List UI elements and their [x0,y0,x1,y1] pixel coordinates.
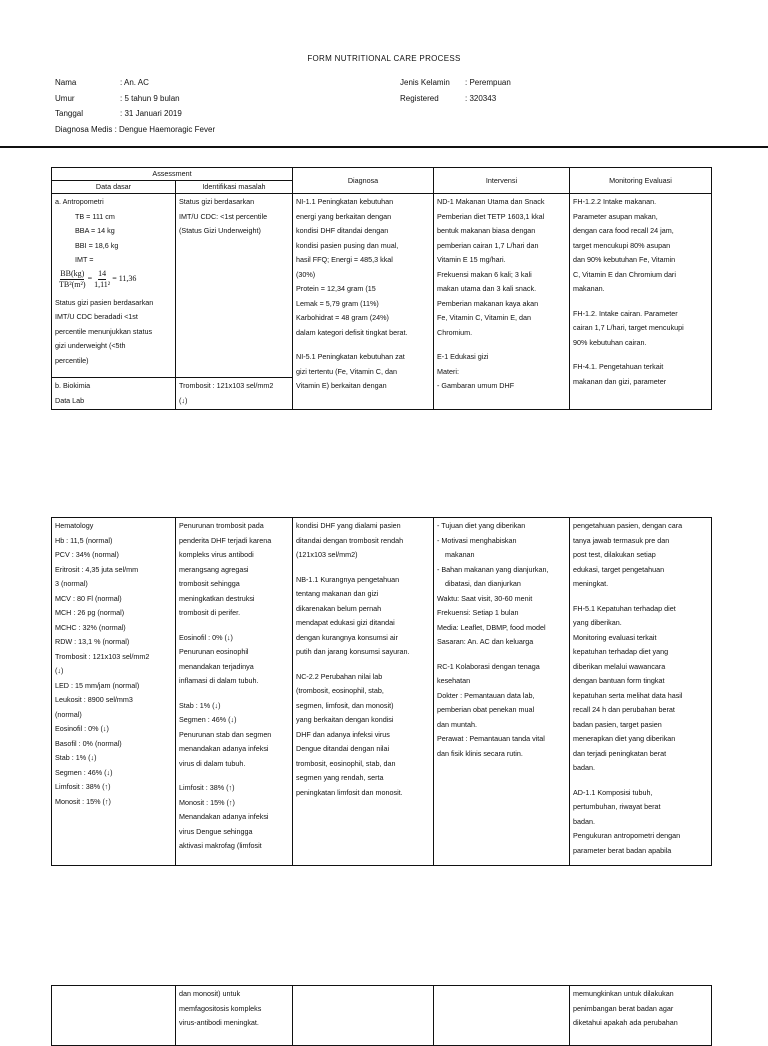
line: pemberian obat penekan mual [437,705,535,714]
line: Trombosit : 121x103 sel/mm2 [55,651,150,661]
line: cairan 1,7 L/hari, target mencukupi [573,323,684,332]
assessment-header: Assessment [52,168,293,181]
line: meningkatkan destruksi [179,593,255,603]
patient-info-left [55,75,215,137]
spacer [296,563,430,573]
formula-denominator: 1,11² [94,279,111,289]
monitoring-continued-cell [570,986,712,1046]
line: a. Antropometri [55,197,104,206]
line: dan monosit) untuk [179,989,241,998]
line: peningkatan limfosit dan monosit. [296,787,403,797]
antropometri-cell [52,194,176,378]
diagnosa-lab-cell [293,518,434,866]
line: (↓) [55,666,64,675]
line: Pengukuran antropometri dengan [573,831,681,840]
line: yang berkaitan dengan kondisi [296,715,394,724]
line: BBA = 14 kg [75,226,115,235]
line: aktivasi makrofag (limfosit [179,841,262,850]
formula-result: = 11,36 [112,273,137,283]
line: pertumbuhan, riwayat berat [573,802,661,811]
monitoring-lab-cell [570,518,712,866]
intervensi-lab-cell [434,518,570,866]
line: gizi tertentu (Fe, Vitamin C, dan [296,366,397,376]
line: dikarenakan belum pernah [296,603,382,613]
line: memungkinkan untuk dilakukan [573,989,674,998]
line: MCH : 26 pg (normal) [55,608,125,617]
line: diberikan melalui wawancara [573,661,666,671]
line: - Bahan makanan yang dianjurkan, [437,564,549,574]
value-tanggal: : 31 Januari 2019 [120,109,182,118]
line: makanan [437,550,475,559]
form-title: FORM NUTRITIONAL CARE PROCESS [307,54,461,63]
line: Menandakan adanya infeksi [179,812,269,821]
line: percentile) [55,355,89,365]
line: Protein = 12,34 gram (15 [296,284,376,293]
empty-cell [293,986,434,1046]
line: Leukosit : 8900 sel/mm3 [55,695,133,704]
line: FH-5.1 Kepatuhan terhadap diet [573,603,676,613]
formula-numerator: BB(kg) [60,268,85,278]
line: Pemberian makanan kaya akan [437,298,539,308]
line: MCV : 80 Fl (normal) [55,593,122,603]
line: tentang makanan dan gizi [296,589,379,598]
line: Vitamin E 15 mg/hari. [437,255,506,264]
header-rule [0,146,768,148]
line: kepatuhan serta melihat data hasil [573,690,683,700]
line: menandakan adanya infeksi [179,744,269,753]
spacer [437,650,566,660]
line: Waktu: Saat visit, 30-60 menit [437,593,533,603]
line: Segmen : 46% (↓) [55,767,113,777]
ncp-table-page2 [51,517,712,866]
line: C, Vitamin E dan Chromium dari [573,269,676,279]
line: (↓) [179,395,188,405]
line: mendapat edukasi gizi ditandai [296,618,395,627]
line: 90% kebutuhan cairan. [573,337,647,347]
line: TB = 111 cm [75,211,115,221]
line: (Status Gizi Underweight) [179,226,261,235]
biokimia-cell [52,378,176,410]
spacer [296,660,430,670]
line: 3 (normal) [55,579,88,588]
line: Eritrosit : 4,35 juta sel/mm [55,564,139,574]
spacer [573,350,708,360]
line: b. Biokimia [55,381,91,390]
line: Dokter : Pemantauan data lab, [437,690,535,700]
line: Limfosit : 38% (↑) [55,782,111,791]
label-registered: Registered [400,93,439,103]
line: AD-1.1 Komposisi tubuh, [573,787,653,797]
line: kondisi DHF yang dialami pasien [296,521,401,530]
patient-info-right [400,75,511,106]
line: dengan bantuan form tingkat [573,676,665,685]
line: virus di dalam tubuh. [179,758,246,768]
line: dengan cara food recall 24 jam, [573,226,674,235]
label-tanggal: Tanggal [55,109,84,118]
spacer [179,771,289,781]
value-registered: : 320343 [465,93,497,103]
line: Basofil : 0% (normal) [55,738,122,748]
line: IMT/U CDC: <1st percentile [179,211,268,221]
line: Perawat : Pemantauan tanda vital [437,734,545,743]
line: Vitamin E) berkaitan dengan [296,381,387,390]
value-nama: : An. AC [120,78,149,87]
line: energi yang berkaitan dengan [296,211,392,221]
imt-formula [57,269,172,290]
line: bentuk makanan biasa dengan [437,226,536,235]
line: MCHC : 32% (normal) [55,622,126,632]
line: (121x103 sel/mm2) [296,550,358,559]
line: pengetahuan pasien, dengan cara [573,521,683,530]
line: FH-1.2.2 Intake makanan. [573,197,657,206]
line: menerapkan diet yang diberikan [573,734,676,743]
line: Lemak = 5,79 gram (11%) [296,298,379,308]
line: (normal) [55,709,82,719]
line: PCV : 34% (normal) [55,550,119,559]
spacer [179,621,289,631]
line: Hb : 11,5 (normal) [55,535,113,545]
line: - Motivasi menghabiskan [437,535,517,545]
line: dan terjadi peningkatan berat [573,748,667,758]
line: virus Dengue sehingga [179,826,253,836]
line: badan. [573,763,595,772]
line: diketahui apakah ada perubahan [573,1018,678,1027]
line: kompleks virus antibodi [179,550,254,559]
label-nama: Nama [55,78,77,87]
line: - Tujuan diet yang diberikan [437,521,526,530]
line: (30%) [296,269,316,279]
line: Frekuensi: Setiap 1 bulan [437,608,519,617]
line: Segmen : 46% (↓) [179,715,237,724]
line: Penurunan eosinophil [179,647,249,656]
spacer [573,592,708,602]
line: virus-antibodi meningkat. [179,1018,259,1027]
line: Limfosit : 38% (↑) [179,783,235,792]
line: dan muntah. [437,719,477,729]
label-umur: Umur [55,93,75,103]
line: Parameter asupan makan, [573,211,658,221]
line: makanan dan gizi, parameter [573,376,667,386]
line: - Gambaran umum DHF [437,381,515,390]
monitoring-header: Monitoring Evaluasi [570,168,712,194]
line: memfagositosis kompleks [179,1003,262,1013]
line: parameter berat badan apabila [573,845,672,855]
line: IMT/U CDC beradadi <1st [55,312,138,321]
line: Penurunan stab dan segmen [179,729,272,739]
line: Materi: [437,366,459,376]
line: dengan kurangnya konsumsi air [296,632,398,642]
line: Sasaran: An. AC dan keluarga [437,637,534,646]
line: Frekuensi makan 6 kali; 3 kali [437,269,532,279]
line: Eosinofil : 0% (↓) [179,632,233,642]
line: tanya jawab termasuk pre dan [573,535,670,545]
line: E-1 Edukasi gizi [437,352,489,361]
line: DHF dan adanya infeksi virus [296,729,390,739]
line: Eosinofil : 0% (↓) [55,724,109,733]
line: makanan. [573,284,605,293]
intervensi-cell [434,194,570,410]
value-diagnosa-medis: : Dengue Haemoragic Fever [114,124,216,134]
line: menandakan terjadinya [179,661,254,671]
line: hasil FFQ; Energi = 485,3 kkal [296,255,393,264]
line: FH-1.2. Intake cairan. Parameter [573,308,678,318]
diagnosa-cell [293,194,434,410]
line: Stab : 1% (↓) [179,700,221,710]
line: Pemberian diet TETP 1603,1 kkal [437,211,545,221]
line: kondisi DHF ditandai dengan [296,226,389,235]
line: RDW : 13,1 % (normal) [55,637,130,646]
line: Fe, Vitamin C, Vitamin E, dan [437,313,532,322]
trombosit-cell [176,378,293,410]
line: RC-1 Kolaborasi dengan tenaga [437,661,540,671]
line: penimbangan berat badan agar [573,1003,674,1013]
line: inflamasi di dalam tubuh. [179,676,259,685]
line: edukasi, target pengetahuan [573,564,665,574]
line: yang diberikan. [573,618,622,627]
line: Monosit : 15% (↑) [55,796,111,806]
line: badan. [573,816,595,826]
line: dan 90% kebutuhan Fe, Vitamin [573,255,676,264]
line: pemberian cairan 1,7 L/hari dan [437,240,539,250]
label-diagnosa-medis: Diagnosa Medis [55,124,113,134]
status-gizi-cell [176,194,293,378]
line: NI-1.1 Peningkatan kebutuhan [296,197,394,206]
line: makan utama dan 3 kali snack. [437,284,537,293]
line: putih dan jarang konsumsi sayuran. [296,647,410,656]
line: NB-1.1 Kurangnya pengetahuan [296,574,400,584]
ncp-table-page1 [51,167,712,410]
line: dibatasi, dan dianjurkan [437,579,521,588]
formula-equals: = [87,273,93,283]
line: percentile menunjukkan status [55,326,153,336]
ncp-table-page3 [51,985,712,1046]
line: Status gizi berdasarkan [179,197,255,206]
line: trombosit, eosinophil, stab, dan [296,758,396,768]
spacer [179,689,289,699]
line: Karbohidrat = 48 gram (24%) [296,313,389,322]
line: recall 24 h dan perubahan berat [573,705,675,714]
line: Monitoring evaluasi terkait [573,632,657,642]
line: badan pasien, target pasien [573,719,662,729]
line: FH-4.1. Pengetahuan terkait [573,362,664,371]
line: Monosit : 15% (↑) [179,797,235,807]
hematology-cell [52,518,176,866]
line: Penurunan trombosit pada [179,521,264,530]
line: kondisi pasien pusing dan mual, [296,240,399,250]
line: (trombosit, eosinophil, stab, [296,686,384,695]
line: Dengue ditandai dengan nilai [296,744,390,753]
line: IMT = [75,255,94,264]
line: Media: Leaflet, DBMP, food model [437,622,546,632]
line: trombosit di perifer. [179,608,241,617]
line: ND-1 Makanan Utama dan Snack [437,197,545,206]
spacer [296,340,430,350]
spacer [573,776,708,786]
intervensi-header: Intervensi [434,168,570,194]
spacer [437,340,566,350]
line: kepatuhan terhadap diet yang [573,647,669,656]
identifikasi-header: Identifikasi masalah [176,181,293,194]
value-umur: : 5 tahun 9 bulan [120,93,180,103]
empty-cell [434,986,570,1046]
line: NI-5.1 Peningkatan kebutuhan zat [296,352,405,361]
line: segmen, limfosit, dan monosit) [296,700,394,710]
value-jenis-kelamin: : Perempuan [465,78,511,87]
line: dalam kategori defisit tingkat berat. [296,327,408,337]
line: target mencukupi 80% asupan [573,240,671,250]
line: post test, dilakukan setiap [573,550,656,559]
line: Hematology [55,521,94,530]
monitoring-cell [570,194,712,410]
formula-denominator: TB²(m²) [59,279,86,289]
diagnosa-header: Diagnosa [293,168,434,194]
label-jenis-kelamin: Jenis Kelamin [400,78,450,87]
line: trombosit sehingga [179,579,240,588]
line: merangsang agregasi [179,564,249,574]
line: Stab : 1% (↓) [55,753,97,762]
data-dasar-header: Data dasar [52,181,176,194]
line: Trombosit : 121x103 sel/mm2 [179,381,274,390]
line: LED : 15 mm/jam (normal) [55,680,140,690]
line: meningkat. [573,579,609,588]
line: BBI = 18,6 kg [75,240,119,250]
empty-cell [52,986,176,1046]
line: dan fisik klinis secara rutin. [437,748,523,758]
line: Data Lab [55,395,85,405]
line: ditandai dengan trombosit rendah [296,535,404,545]
identifikasi-lab-cell [176,518,293,866]
spacer [573,297,708,307]
line: NC-2.2 Perubahan nilai lab [296,671,383,681]
formula-numerator: 14 [98,268,107,278]
line: segmen yang rendah, serta [296,773,384,782]
line: kesehatan [437,676,471,685]
line: Chromium. [437,327,473,337]
line: Status gizi pasien berdasarkan [55,297,154,307]
line: penderita DHF terjadi karena [179,535,272,545]
line: gizi underweight (<5th [55,341,126,350]
identifikasi-continued-cell [176,986,293,1046]
